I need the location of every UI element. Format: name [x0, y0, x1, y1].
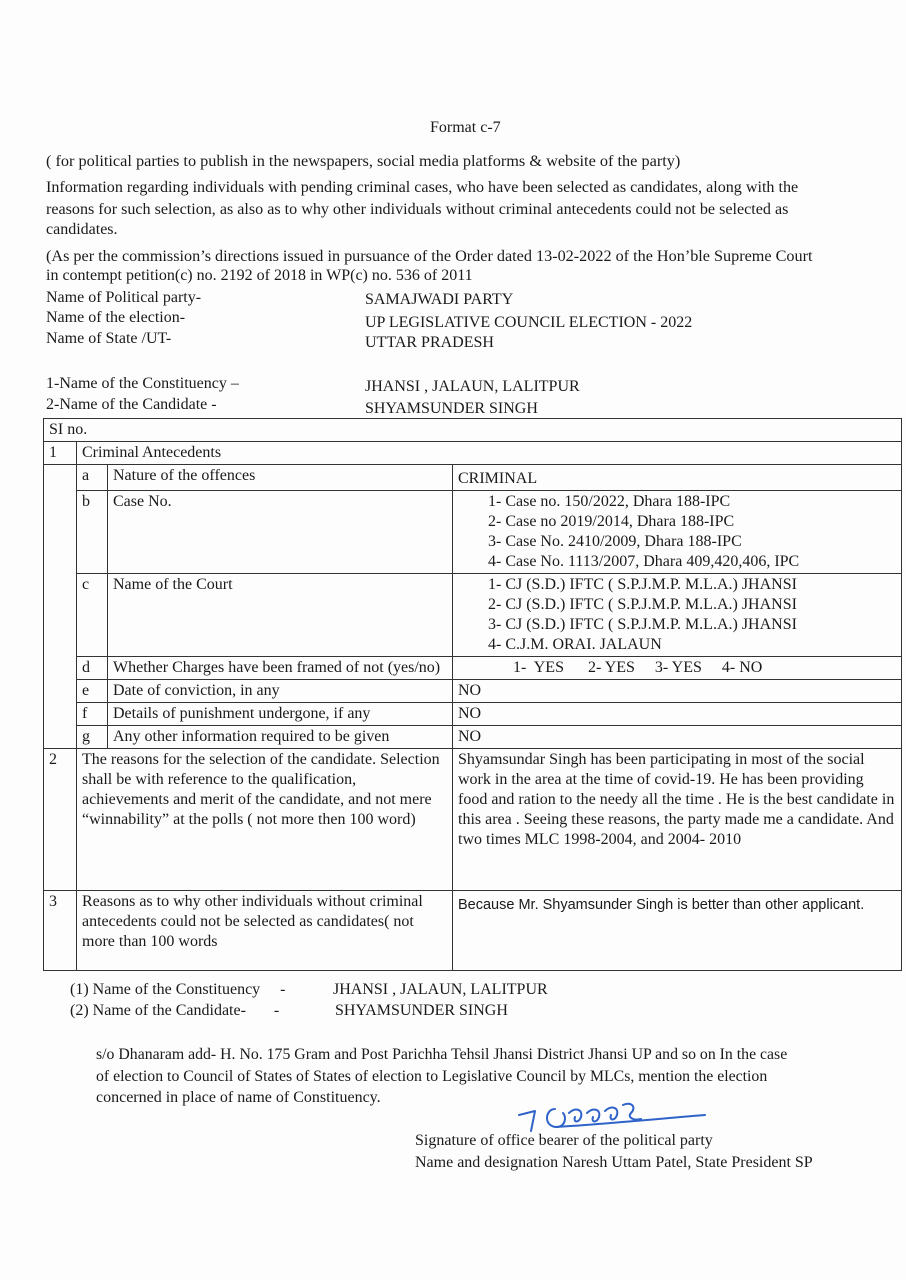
format-title: Format c-7: [430, 119, 501, 136]
row-value: NO: [453, 703, 902, 726]
list-item: 2- CJ (S.D.) IFTC ( S.P.J.M.P. M.L.A.) JHANSI: [488, 596, 797, 613]
table-row: [44, 465, 902, 491]
info-line-1: Information regarding individuals with pending criminal cases, who have been selected as candidates, along with the: [46, 179, 799, 196]
row-letter: c: [77, 574, 108, 657]
row-title: Criminal Antecedents: [77, 442, 902, 465]
row-label: Date of conviction, in any: [108, 680, 453, 703]
sl-header: SI no.: [44, 419, 902, 442]
row-letter: g: [77, 726, 108, 749]
table-row: [44, 891, 902, 971]
table-row: [44, 657, 902, 680]
row-value: Shyamsundar Singh has been participating in most of the social work in the area at the time of covid-19. He has been providing food and ration to the needy all the time . He is the best candidate in this area . Seeing these reasons, the party made me a candidate. And two times MLC 1998-2004, and 2004- 2010: [453, 749, 902, 891]
table-row: [44, 574, 902, 657]
list-item: 1- Case no. 150/2022, Dhara 188-IPC: [488, 493, 731, 510]
designation-line: Name and designation Naresh Uttam Patel, State President SP: [415, 1154, 813, 1171]
row-letter: f: [77, 703, 108, 726]
table-row: [44, 442, 902, 465]
row-number: 1: [44, 442, 77, 465]
subtitle: ( for political parties to publish in the newspapers, social media platforms & website of the party): [46, 151, 681, 170]
footer-constituency-label: (1) Name of the Constituency -: [70, 981, 286, 998]
row-value: Because Mr. Shyamsunder Singh is better than other applicant.: [453, 891, 902, 971]
constituency-label: 1-Name of the Constituency –: [46, 375, 239, 392]
table-row: [44, 726, 902, 749]
row-label: Details of punishment undergone, if any: [108, 703, 453, 726]
party-value: SAMAJWADI PARTY: [365, 291, 514, 308]
list-item: 2- Case no 2019/2014, Dhara 188-IPC: [488, 513, 735, 530]
row-number-spacer: [44, 465, 77, 749]
election-value: UP LEGISLATIVE COUNCIL ELECTION - 2022: [365, 314, 693, 331]
list-item: 3- Case No. 2410/2009, Dhara 188-IPC: [488, 533, 742, 550]
row-letter: b: [77, 491, 108, 574]
row-letter: a: [77, 465, 108, 491]
table-row: [44, 703, 902, 726]
list-item: 4- Case No. 1113/2007, Dhara 409,420,406, IPC: [488, 553, 800, 570]
row-number: 2: [44, 749, 77, 891]
candidate-value: SHYAMSUNDER SINGH: [365, 400, 538, 417]
case-list-cell: [453, 491, 902, 574]
case-list: [488, 492, 896, 572]
row-label: Nature of the offences: [108, 465, 453, 491]
state-value: UTTAR PRADESH: [365, 334, 494, 351]
table-row: [44, 680, 902, 703]
table-row: [44, 749, 902, 891]
row-number: 3: [44, 891, 77, 971]
row-label: Whether Charges have been framed of not (yes/no): [108, 657, 453, 680]
court-list: [488, 575, 896, 655]
row-label: Any other information required to be given: [108, 726, 453, 749]
address-line-3: concerned in place of name of Constituency.: [96, 1089, 381, 1106]
list-item: 1- CJ (S.D.) IFTC ( S.P.J.M.P. M.L.A.) JHANSI: [488, 576, 797, 593]
criminal-antecedents-table: [43, 418, 902, 971]
row-label: Name of the Court: [108, 574, 453, 657]
row-label: Reasons as to why other individuals without criminal antecedents could not be selected as candidates( not more than 100 words: [77, 891, 453, 971]
row-label: The reasons for the selection of the candidate. Selection shall be with reference to the qualification, achievements and merit of the candidate, and not mere “winnability” at the polls ( not more then 100 word): [77, 749, 453, 891]
court-list-cell: [453, 574, 902, 657]
info-line-3: candidates.: [46, 221, 118, 238]
table-row: [44, 491, 902, 574]
row-label: Case No.: [108, 491, 453, 574]
row-value: CRIMINAL: [453, 465, 902, 491]
row-value: NO: [453, 726, 902, 749]
footer-candidate-label: (2) Name of the Candidate- -: [70, 1002, 280, 1019]
candidate-label: 2-Name of the Candidate -: [46, 396, 217, 413]
list-item: 3- CJ (S.D.) IFTC ( S.P.J.M.P. M.L.A.) JHANSI: [488, 616, 797, 633]
election-label: Name of the election-: [46, 309, 186, 326]
row-value: NO: [453, 680, 902, 703]
party-label: Name of Political party-: [46, 289, 202, 306]
directions-line-1: (As per the commission’s directions issued in pursuance of the Order dated 13-02-2022 of the Hon’ble Supreme Court: [46, 247, 813, 265]
footer-candidate-value: SHYAMSUNDER SINGH: [335, 1002, 508, 1019]
address-line-2: of election to Council of States of States of election to Legislative Council by MLCs, mention the election: [96, 1068, 768, 1085]
row-letter: d: [77, 657, 108, 680]
list-item: 4- C.J.M. ORAI. JALAUN: [488, 636, 662, 653]
footer-constituency-value: JHANSI , JALAUN, LALITPUR: [333, 981, 548, 998]
row-value: 1- YES 2- YES 3- YES 4- NO: [453, 657, 902, 680]
row-letter: e: [77, 680, 108, 703]
directions-line-2: in contempt petition(c) no. 2192 of 2018 in WP(c) no. 536 of 2011: [46, 267, 473, 284]
table-header-row: [44, 419, 902, 442]
state-label: Name of State /UT-: [46, 330, 172, 347]
info-line-2: reasons for such selection, as also as to why other individuals without criminal antecedents could not be selected as: [46, 201, 789, 218]
constituency-value: JHANSI , JALAUN, LALITPUR: [365, 378, 580, 395]
signature-line: Signature of office bearer of the political party: [415, 1132, 713, 1149]
address-line-1: s/o Dhanaram add- H. No. 175 Gram and Post Parichha Tehsil Jhansi District Jhansi UP and so on In the case: [96, 1046, 788, 1063]
